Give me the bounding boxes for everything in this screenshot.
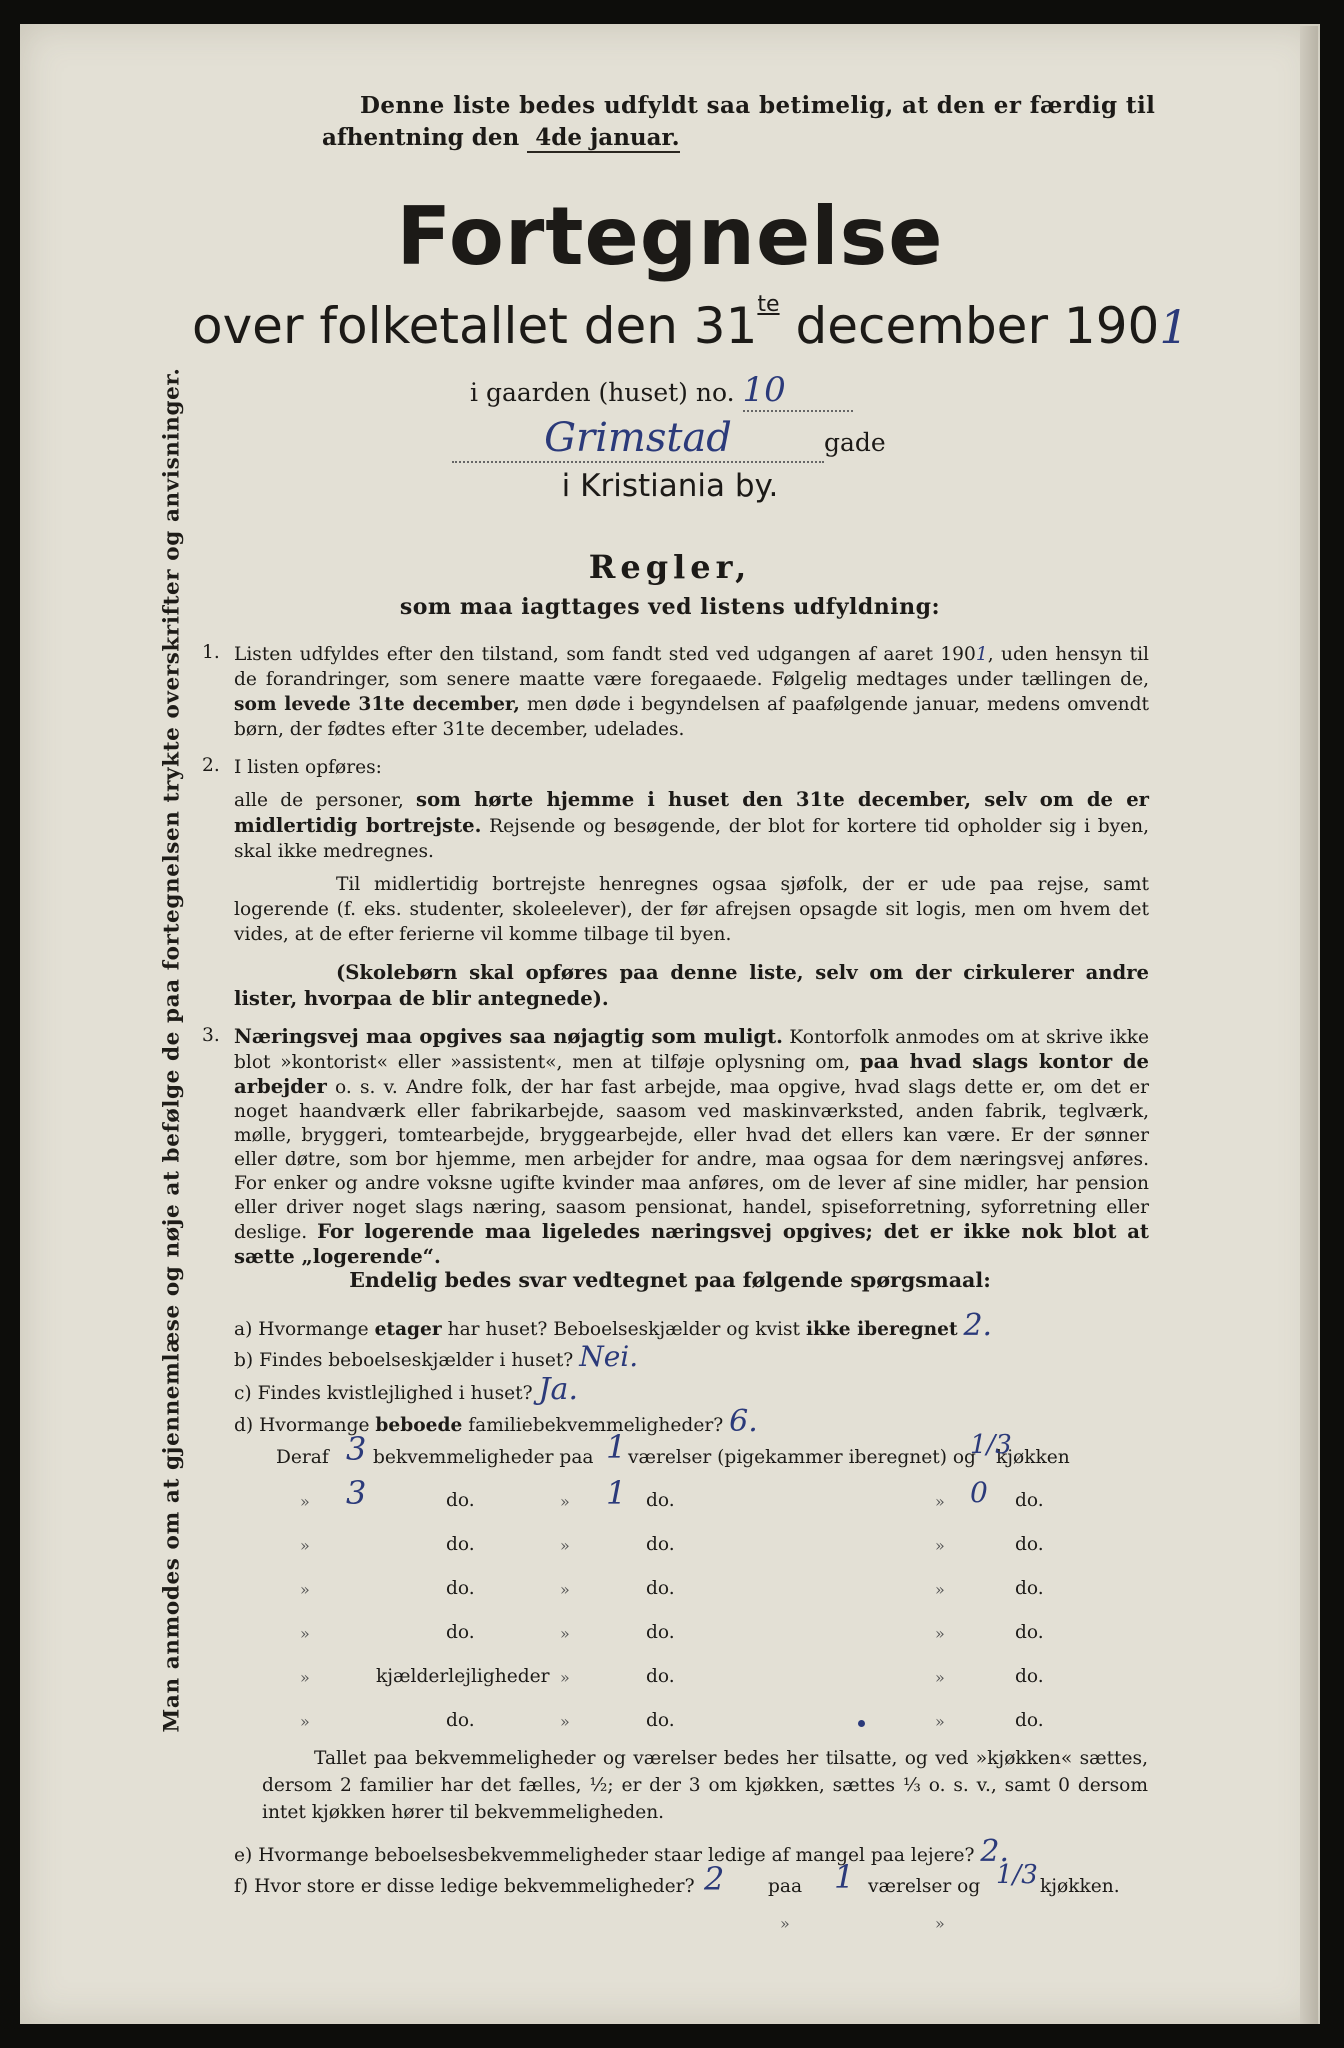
street-suffix: gade <box>824 428 886 457</box>
rule-2-a: alle de personer, <box>234 790 404 811</box>
subtitle-prefix: over folketallet den 31 <box>192 297 758 355</box>
q-f-kj-count: 1/3 <box>996 1860 1038 1890</box>
q-f-paa: paa <box>768 1876 803 1897</box>
question-e <box>234 1834 1009 1869</box>
q-d-bold: beboede <box>375 1415 463 1436</box>
q-f-label: f) <box>234 1876 249 1897</box>
subtitle-suffix: december 190 <box>795 297 1160 355</box>
q-b-answer: Nei. <box>579 1340 639 1373</box>
form-subtitle <box>192 292 1189 355</box>
question-d <box>234 1404 758 1439</box>
questions-heading: Endelig bedes svar vedtegnet paa følgende spørgsmaal: <box>349 1268 991 1292</box>
rule-1-number: 1. <box>202 642 220 663</box>
q-e-label: e) <box>234 1845 253 1866</box>
row-4-do-3: do. <box>1015 1622 1044 1643</box>
q-e-text: Hvormange beboelsesbekvemmeligheder staar ledige af mangel paa lejere? <box>258 1845 975 1866</box>
q-b-text: Findes beboelseskjælder i huset? <box>259 1350 574 1371</box>
q-d-text-1: Hvormange <box>259 1415 370 1436</box>
row-1-quote: » <box>300 1492 310 1511</box>
deraf-label: Deraf <box>276 1447 329 1468</box>
col-header-vaer: værelser (pigekammer iberegnet) og <box>628 1447 976 1468</box>
f-quote-1: » <box>780 1914 790 1933</box>
q-e-answer: 2. <box>980 1834 1010 1869</box>
row-0-bek: 3 <box>346 1430 367 1468</box>
rules-subheading: som maa iagttages ved listens udfyldning: <box>399 594 941 620</box>
row-1-quote-2: » <box>560 1492 570 1511</box>
row-2-quote: » <box>300 1536 310 1555</box>
rules-heading: Regler, <box>588 548 752 586</box>
row-6-quote-2: » <box>560 1712 570 1731</box>
q-f-kj: kjøkken. <box>1040 1876 1120 1897</box>
kitchen-note: Tallet paa bekvemmeligheder og værelser bedes her tilsatte, og ved »kjøkken« sættes, dersom 2 familier har det fælles, ½; er der 3 om kjøkken, sættes ⅓ o. s. v., samt 0 dersom intet kjøkken hører til bekvemmeligheden. <box>262 1748 1148 1823</box>
rule-3-body <box>234 1025 1149 1270</box>
rule-1-a: Listen udfyldes efter den tilstand, som fandt sted ved udgangen af aaret 190 <box>234 644 976 665</box>
row-3-do-1: do. <box>446 1578 475 1599</box>
row-4-quote-3: » <box>935 1624 945 1643</box>
rule-2-bold: som hørte hjemme i huset den 31te december, selv om de er midlertidig bortrejste. <box>234 788 1149 837</box>
question-c <box>234 1372 578 1407</box>
q-d-text-2: familiebekvemmeligheder? <box>468 1415 724 1436</box>
form-title: Fortegnelse <box>396 190 944 283</box>
notice-period: . <box>671 124 680 151</box>
row-5-quote-2: » <box>560 1668 570 1687</box>
house-label: i gaarden (huset) no. <box>470 378 735 407</box>
rule-3-b: o. s. v. Andre folk, der har fast arbejde, maa opgive, hvad slags dette er, om det er noget haandværk eller fabrikarbejde, saasom ved maskinværksted, anden fabrik, teglværk, mølle, bryggeri, tomtearbejde, bryggearbejde, eller hvad det ellers kan være. Er der sønner eller døtre, som bor hjemme, men arbejder for andre, maa ogsaa for dem næringsvej anføres. For enker og andre voksne ugifte kvinder maa anføres, om de lever af sine midler, har pension eller driver noget slags næring, saasom pensionat, handel, spiseforretning, syforretning eller deslige. <box>234 1077 1149 1243</box>
house-number: 10 <box>743 370 853 412</box>
row-4-quote: » <box>300 1624 310 1643</box>
rule-3-bold-3: For logerende maa ligeledes næringsvej opgives; det er ikke nok blot at sætte „logerende“. <box>234 1220 1149 1268</box>
notice-line-2 <box>322 124 680 151</box>
q-a-answer: 2. <box>963 1308 993 1343</box>
row-1-bek: 3 <box>346 1474 367 1512</box>
notice-prefix: afhentning den <box>322 124 520 151</box>
city-line: i Kristiania by. <box>561 468 779 504</box>
pickup-date <box>527 124 679 153</box>
q-a-text-1: Hvormange <box>258 1319 369 1340</box>
q-c-label: c) <box>234 1383 252 1404</box>
row-4-do-1: do. <box>446 1622 475 1643</box>
q-f-vaer-count: 1 <box>834 1858 855 1896</box>
rule-1-year: 1 <box>975 644 988 665</box>
row-4-quote-2: » <box>560 1624 570 1643</box>
rule-3-a: Kontorfolk anmodes om at skrive ikke blot »kontorist« eller »assistent«, men at tilføje oplysning om, <box>234 1027 1149 1073</box>
notice-line-1: Denne liste bedes udfyldt saa betimelig, at den er færdig til <box>360 92 1156 119</box>
row-6-do-1: do. <box>446 1710 475 1731</box>
row-2-do-1: do. <box>446 1534 475 1555</box>
q-b-label: b) <box>234 1350 254 1371</box>
rule-1-b: , uden hensyn til de forandringer, som senere maatte være foregaaede. Følgelig medtages under tællingen de, <box>234 644 1149 690</box>
row-1-vaer: 1 <box>606 1474 627 1512</box>
row-6-do-3: do. <box>1015 1710 1044 1731</box>
q-f-rooms-count: 2 <box>704 1860 725 1898</box>
rule-3-bold-1: Næringsvej maa opgives saa nøjagtig som muligt. <box>234 1025 783 1048</box>
q-a-bold: etager <box>374 1319 442 1340</box>
row-1-kj: 0 <box>970 1476 988 1509</box>
row-1-do-1: do. <box>446 1490 475 1511</box>
ink-dot <box>858 1720 865 1727</box>
col-header-kj: kjøkken <box>996 1447 1070 1468</box>
page-edge <box>1300 26 1318 2024</box>
row-5-quote: » <box>300 1668 310 1687</box>
row-2-do-2: do. <box>646 1534 675 1555</box>
row-5-do-2: do. <box>646 1666 675 1687</box>
row-5-do-3: do. <box>1015 1666 1044 1687</box>
subtitle-sup: te <box>757 292 780 317</box>
q-f-vaer: værelser og <box>868 1876 981 1897</box>
side-instruction: Man anmodes om at gjennemlæse og nøje at befølge de paa fortegnelsen trykte overskrifter og anvisninger. <box>159 367 185 1733</box>
street-line <box>452 415 886 463</box>
rule-3-number: 3. <box>202 1025 220 1046</box>
row-1-do-2: do. <box>646 1490 675 1511</box>
f-quote-2: » <box>935 1914 945 1933</box>
street-name: Grimstad <box>452 415 824 463</box>
question-b <box>234 1340 638 1373</box>
row-6-quote-3: » <box>935 1712 945 1731</box>
q-a-label: a) <box>234 1319 253 1340</box>
rule-3-bold-2: paa hvad slags kontor de arbejder <box>234 1050 1149 1098</box>
row-3-quote-2: » <box>560 1580 570 1599</box>
q-f-text: Hvor store er disse ledige bekvemmeligheder? <box>254 1876 695 1897</box>
row-5-kjaelder: kjælderlejligheder <box>376 1666 550 1687</box>
row-2-quote-3: » <box>935 1536 945 1555</box>
census-year-digit: 1 <box>1159 300 1189 354</box>
pickup-date-text: 4de januar <box>535 124 672 151</box>
rule-1-text <box>234 642 1149 742</box>
q-c-text: Findes kvistlejlighed i huset? <box>257 1383 533 1404</box>
rule-2-b: Rejsende og besøgende, der blot for kortere tid opholder sig i byen, skal ikke medregnes. <box>234 816 1149 862</box>
q-c-answer: Ja. <box>538 1372 578 1407</box>
q-f-left <box>234 1876 695 1897</box>
rule-2-para-2: Til midlertidig bortrejste henregnes ogsaa sjøfolk, der er ude paa rejse, samt logerende (f. eks. studenter, skoleelever), der før afrejsen opsagde sit logis, men om hvem det vides, at de efter ferierne vil komme tilbage til byen. <box>234 874 1149 945</box>
rule-2-head: I listen opføres: <box>234 757 382 778</box>
row-3-do-2: do. <box>646 1578 675 1599</box>
row-2-quote-2: » <box>560 1536 570 1555</box>
row-0-vaer: 1 <box>606 1428 627 1466</box>
row-1-do-3: do. <box>1015 1490 1044 1511</box>
row-6-do-2: do. <box>646 1710 675 1731</box>
row-4-do-2: do. <box>646 1622 675 1643</box>
row-5-quote-3: » <box>935 1668 945 1687</box>
row-6-quote: » <box>300 1712 310 1731</box>
row-3-do-3: do. <box>1015 1578 1044 1599</box>
rule-1-bold: som levede 31te december, <box>234 694 520 715</box>
rule-2-number: 2. <box>202 755 220 776</box>
house-line <box>470 370 853 412</box>
q-d-label: d) <box>234 1415 254 1436</box>
row-0-kj: 1/3 <box>970 1430 1012 1460</box>
col-header-bek: bekvemmeligheder paa <box>373 1447 594 1468</box>
q-a-bold-2: ikke iberegnet <box>805 1319 958 1340</box>
rule-1-c: men døde i begyndelsen af paafølgende januar, medens omvendt børn, der fødtes efter 31te december, udelades. <box>234 694 1149 740</box>
row-1-quote-3: » <box>935 1492 945 1511</box>
rule-2-body <box>234 787 1149 864</box>
question-a <box>234 1308 992 1343</box>
row-3-quote: » <box>300 1580 310 1599</box>
q-a-text-2: har huset? Beboelseskjælder og kvist <box>447 1319 801 1340</box>
row-3-quote-3: » <box>935 1580 945 1599</box>
row-2-do-3: do. <box>1015 1534 1044 1555</box>
q-d-answer: 6. <box>729 1404 758 1439</box>
rule-2-para-3: (Skolebørn skal opføres paa denne liste, selv om der cirkulerer andre lister, hvorpaa de blir antegnede). <box>234 961 1149 1010</box>
